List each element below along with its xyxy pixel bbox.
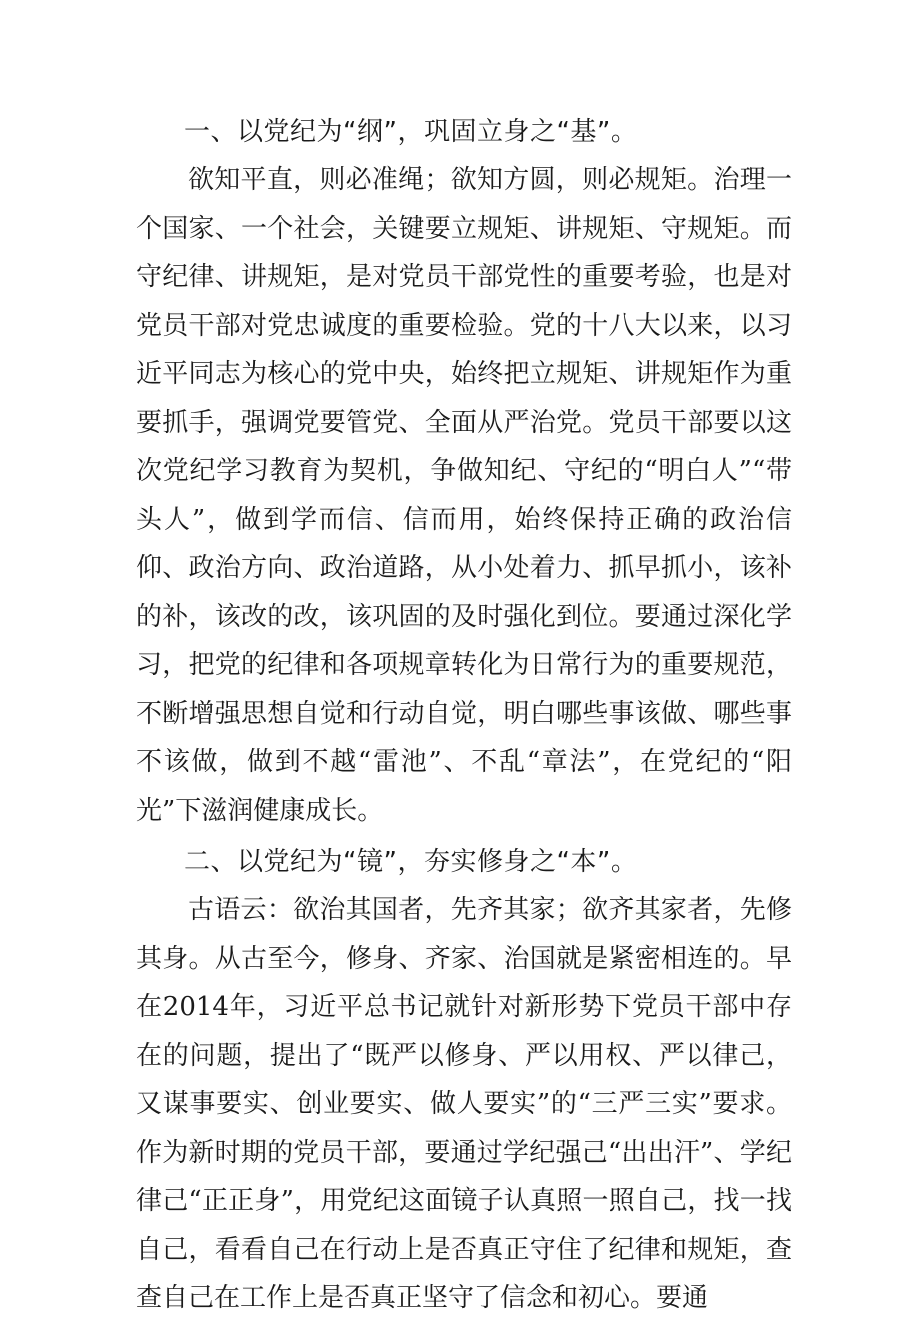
section-heading-1: 一、以党纪为“纲”，巩固立身之“基”。 xyxy=(184,117,638,147)
section-heading-2: 二、以党纪为“镜”，夯实修身之“本”。 xyxy=(184,847,638,877)
document-body xyxy=(136,108,792,1323)
section-paragraph-1: 欲知平直，则必准绳；欲知方圆，则必规矩。治理一个国家、一个社会，关键要立规矩、讲规矩、守规矩。而守纪律、讲规矩，是对党员干部党性的重要考验，也是对党员干部对党忠诚度的重要检验。党的十八大以来，以习近平同志为核心的党中央，始终把立规矩、讲规矩作为重要抓手，强调党要管党、全面从严治党。党员干部要以这次党纪学习教育为契机，争做知纪、守纪的“明白人”“带头人”，做到学而信、信而用，始终保持正确的政治信仰、政治方向、政治道路，从小处着力、抓早抓小，该补的补，该改的改，该巩固的及时强化到位。要通过深化学习，把党的纪律和各项规章转化为日常行为的重要规范，不断增强思想自觉和行动自觉，明白哪些事该做、哪些事不该做，做到不越“雷池”、不乱“章法”，在党纪的“阳光”下滋润健康成长。 xyxy=(136,165,792,826)
section-paragraph-2: 古语云：欲治其国者，先齐其家；欲齐其家者，先修其身。从古至今，修身、齐家、治国就是紧密相连的。早在2014年，习近平总书记就针对新形势下党员干部中存在的问题，提出了“既严以修身、严以用权、严以律己，又谋事要实、创业要实、做人要实”的“三严三实”要求。作为新时期的党员干部，要通过学纪强己“出出汗”、学纪律己“正正身”，用党纪这面镜子认真照一照自己，找一找自己，看看自己在行动上是否真正守住了纪律和规矩，查查自己在工作上是否真正坚守了信念和初心。要通 xyxy=(136,895,792,1313)
